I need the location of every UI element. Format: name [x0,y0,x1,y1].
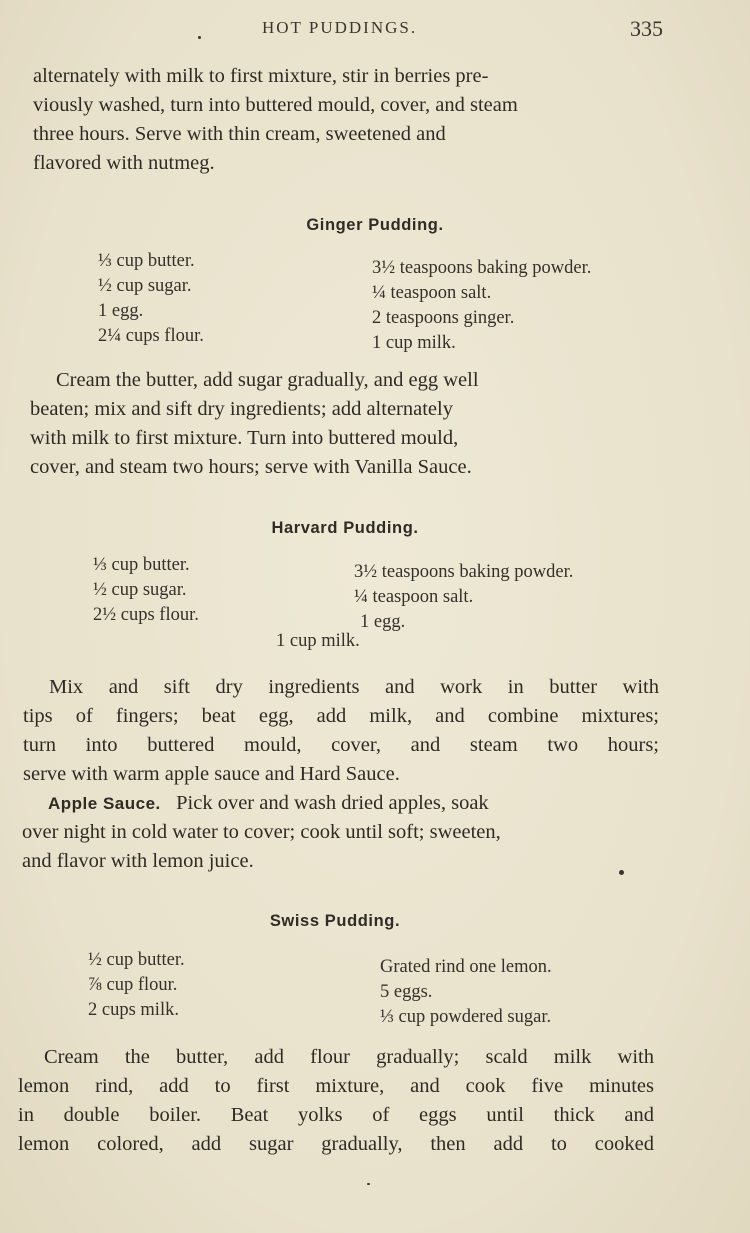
ingredient-item: 5 eggs. [380,982,433,1002]
ingredient-item: ½ cup sugar. [93,580,187,600]
paragraph-line: viously washed, turn into buttered mould, cover, and steam [33,94,518,116]
method-paragraph-ginger [30,366,666,482]
paragraph-line: serve with warm apple sauce and Hard Sauce. [23,763,400,785]
method-paragraph-harvard [23,673,659,789]
paragraph-line: three hours. Serve with thin cream, sweetened and [33,123,446,145]
paragraph-line: alternately with milk to first mixture, stir in berries pre- [33,65,489,87]
ingredient-item: ⅓ cup butter. [93,555,190,575]
page-number: 335 [630,16,663,41]
paragraph-line: and flavor with lemon juice. [22,850,254,872]
paragraph-line: in double boiler. Beat yolks of eggs until thick and [18,1104,654,1126]
paragraph-line: turn into buttered mould, cover, and steam two hours; [23,734,659,756]
ingredient-item: 2 cups milk. [88,1000,179,1020]
ingredient-item: ⅓ cup butter. [98,251,195,271]
intro-paragraph [33,62,669,178]
ingredient-item: ¼ teaspoon salt. [354,587,474,607]
ingredient-item: ¼ teaspoon salt. [372,283,492,303]
recipe-title-ginger: Ginger Pudding. [306,216,444,234]
paragraph-line: Cream the butter, add flour gradually; scald milk with [44,1046,654,1068]
paragraph-line: beaten; mix and sift dry ingredients; add alternately [30,398,453,420]
ingredients-right-swiss [380,955,552,1030]
recipe-title-harvard: Harvard Pudding. [271,519,419,537]
ingredient-item: 1 egg. [98,301,144,321]
ingredient-item: 1 cup milk. [372,333,456,353]
paragraph-line: cover, and steam two hours; serve with Vanilla Sauce. [30,456,472,478]
ingredient-item: 2½ cups flour. [93,605,199,625]
paragraph-line: tips of fingers; beat egg, add milk, and combine mixtures; [23,705,659,727]
ink-speck [198,36,201,39]
ingredient-item: 2¼ cups flour. [98,326,204,346]
paragraph-line: Cream the butter, add sugar gradually, and egg well [56,369,479,391]
apple-sauce-paragraph [22,789,658,876]
ingredient-item: ⅓ cup powdered sugar. [380,1007,552,1027]
ingredients-left-swiss [88,948,185,1023]
ink-speck [367,1183,370,1185]
ingredient-item: 2 teaspoons ginger. [372,308,515,328]
ink-speck [619,870,624,875]
paragraph-line: with milk to first mixture. Turn into buttered mould, [30,427,459,449]
apple-sauce-label: Apple Sauce. [48,794,161,813]
running-head [0,14,750,44]
ingredient-item: 3½ teaspoons baking powder. [372,258,592,278]
paragraph-line: flavored with nutmeg. [33,152,215,174]
ingredients-right-harvard [354,560,573,635]
ingredient-center-harvard: 1 cup milk. [276,631,360,651]
method-paragraph-swiss [18,1043,654,1159]
ingredients-left-harvard [93,553,199,628]
ingredients-right-ginger [372,256,591,356]
ingredient-item: Grated rind one lemon. [380,957,552,977]
paragraph-line: lemon rind, add to first mixture, and cook five minutes [18,1075,654,1097]
running-title: HOT PUDDINGS. [262,18,418,37]
ingredient-item: 3½ teaspoons baking powder. [354,562,574,582]
ingredient-item: 1 egg. [360,612,406,632]
paragraph-line: lemon colored, add sugar gradually, then add to cooked [18,1133,654,1155]
ingredient-item: ⅞ cup flour. [88,975,178,995]
ingredient-item: ½ cup butter. [88,950,185,970]
paragraph-line: Mix and sift dry ingredients and work in butter with [49,676,659,698]
paragraph-line: over night in cold water to cover; cook until soft; sweeten, [22,821,501,843]
paragraph-line [22,789,658,818]
apple-sauce-first-line: Pick over and wash dried apples, soak [176,792,489,814]
ingredient-item: ½ cup sugar. [98,276,192,296]
ingredients-left-ginger [98,249,204,349]
recipe-title-swiss: Swiss Pudding. [269,912,401,930]
